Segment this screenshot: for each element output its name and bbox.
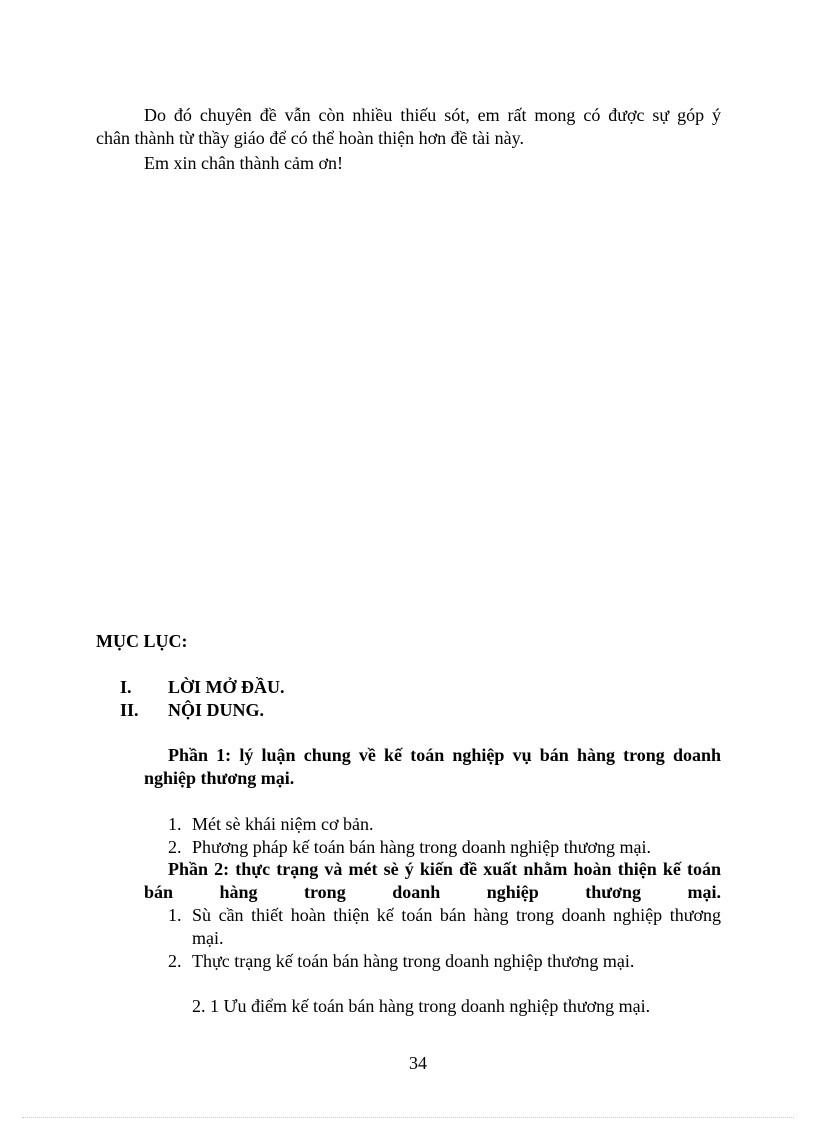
toc-part2-item-2-num: 2. bbox=[168, 951, 182, 971]
toc-part1-heading-line-1: Phần 1: lý luận chung về kế toán nghiệp vụ bán hàng trong doanh bbox=[168, 745, 721, 765]
toc-roman-num-2: II. bbox=[120, 700, 139, 720]
toc-part1-item-2-num: 2. bbox=[168, 837, 182, 857]
toc-part2-heading-line-2: bán hàng trong doanh nghiệp thương mại. bbox=[144, 882, 721, 902]
toc-part1-heading-line-2: nghiệp thương mại. bbox=[144, 768, 295, 788]
page-number: 34 bbox=[409, 1053, 427, 1073]
toc-title: MỤC LỤC: bbox=[96, 631, 188, 651]
toc-roman-label-2: NỘI DUNG. bbox=[168, 700, 265, 720]
toc-part2-subitem-2-1: 2. 1 Ưu điểm kế toán bán hàng trong doanh nghiệp thương mại. bbox=[192, 996, 651, 1016]
page-bottom-rule bbox=[22, 1117, 794, 1118]
toc-part2-item-2-label: Thực trạng kế toán bán hàng trong doanh nghiệp thương mại. bbox=[192, 951, 635, 971]
thanks-line: Em xin chân thành cảm ơn! bbox=[144, 153, 343, 173]
toc-part2-item-1-line-1: Sù cần thiết hoàn thiện kế toán bán hàng trong doanh nghiệp thương bbox=[192, 905, 721, 925]
toc-part2-heading-line-1: Phần 2: thực trạng và mét sè ý kiến đề xuất nhằm hoàn thiện kế toán bbox=[168, 859, 721, 879]
toc-part1-item-1-num: 1. bbox=[168, 814, 182, 834]
toc-roman-label-1: LỜI MỞ ĐẦU. bbox=[168, 677, 285, 697]
intro-paragraph-line-2: chân thành từ thầy giáo để có thể hoàn thiện hơn đề tài này. bbox=[96, 128, 524, 148]
toc-part1-item-1-label: Mét sè khái niệm cơ bản. bbox=[192, 814, 374, 834]
toc-part1-item-2-label: Phương pháp kế toán bán hàng trong doanh nghiệp thương mại. bbox=[192, 837, 651, 857]
intro-paragraph-line-1: Do đó chuyên đề vẫn còn nhiều thiếu sót, em rất mong có được sự góp ý bbox=[144, 105, 721, 125]
toc-part2-item-1-num: 1. bbox=[168, 905, 182, 925]
toc-roman-num-1: I. bbox=[120, 677, 132, 697]
toc-part2-item-1-line-2: mại. bbox=[192, 928, 224, 948]
